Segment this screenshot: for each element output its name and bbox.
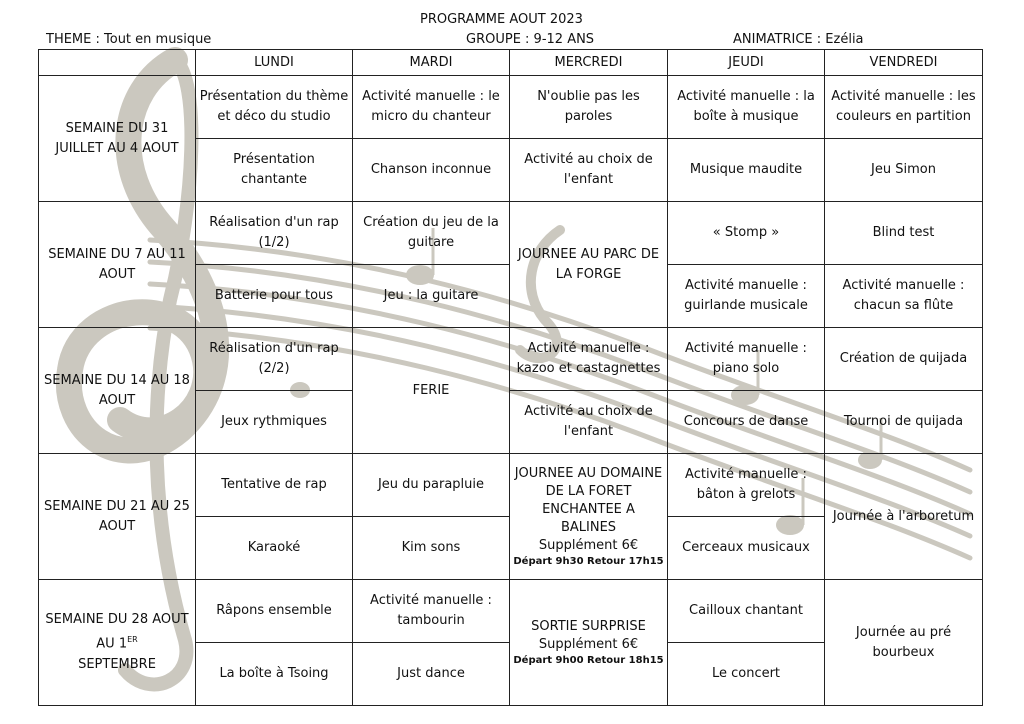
activity-cell: Cailloux chantant (668, 580, 825, 643)
activity-cell: Réalisation d'un rap (1/2) (196, 202, 353, 265)
activity-cell: Présentation du thème et déco du studio (196, 76, 353, 139)
activity-cell: Musique maudite (668, 139, 825, 202)
theme-label: THEME : Tout en musique (46, 32, 212, 47)
week-label-end: SEPTEMBRE (78, 656, 156, 672)
activity-cell: Activité manuelle : les couleurs en partition (825, 76, 983, 139)
corner-cell (39, 50, 196, 76)
activity-cell-holiday: FERIE (353, 328, 510, 454)
activity-cell: Création du jeu de la guitare (353, 202, 510, 265)
page-title: PROGRAMME AOUT 2023 (420, 12, 583, 27)
activity-cell-outing (510, 454, 668, 580)
program-table (38, 49, 983, 706)
activity-cell: Activité manuelle : bâton à grelots (668, 454, 825, 517)
outing-title: JOURNEE AU DOMAINE DE LA FORET ENCHANTEE A BALINES (514, 465, 663, 535)
activity-cell: Kim sons (353, 517, 510, 580)
activity-cell: Activité manuelle : tambourin (353, 580, 510, 643)
activity-cell: Râpons ensemble (196, 580, 353, 643)
activity-cell: Présentation chantante (196, 139, 353, 202)
outing-times: Départ 9h00 Retour 18h15 (513, 654, 664, 666)
activity-cell: Just dance (353, 643, 510, 706)
activity-cell: Activité manuelle : la boîte à musique (668, 76, 825, 139)
activity-cell: La boîte à Tsoing (196, 643, 353, 706)
activity-cell: Karaoké (196, 517, 353, 580)
activity-cell: Activité au choix de l'enfant (510, 139, 668, 202)
table-row (39, 76, 983, 139)
activity-cell: Activité au choix de l'enfant (510, 391, 668, 454)
activity-cell: Activité manuelle : chacun sa flûte (825, 265, 983, 328)
outing-times: Départ 9h30 Retour 17h15 (513, 555, 664, 567)
activity-cell: Tournoi de quijada (825, 391, 983, 454)
outing-supplement: Supplément 6€ (538, 537, 639, 553)
day-header-mardi: MARDI (353, 50, 510, 76)
activity-cell: Création de quijada (825, 328, 983, 391)
week-label: SEMAINE DU 21 AU 25 AOUT (39, 454, 196, 580)
activity-cell: Le concert (668, 643, 825, 706)
week-label-sup: ER (127, 635, 138, 645)
outing-supplement: Supplément 6€ (538, 636, 639, 652)
header-row (39, 50, 983, 76)
activity-cell: Concours de danse (668, 391, 825, 454)
activity-cell-full-day: JOURNEE AU PARC DE LA FORGE (510, 202, 668, 328)
table-row (39, 202, 983, 265)
activity-cell-full-day: Journée à l'arboretum (825, 454, 983, 580)
activity-cell: Blind test (825, 202, 983, 265)
group-label: GROUPE : 9-12 ANS (466, 32, 595, 47)
activity-cell: Jeux rythmiques (196, 391, 353, 454)
outing-title: SORTIE SURPRISE (531, 618, 646, 634)
table-row (39, 454, 983, 517)
activity-cell: Jeu Simon (825, 139, 983, 202)
activity-cell: Activité manuelle : kazoo et castagnettes (510, 328, 668, 391)
activity-cell: Jeu du parapluie (353, 454, 510, 517)
activity-cell: Tentative de rap (196, 454, 353, 517)
day-header-jeudi: JEUDI (668, 50, 825, 76)
week-label: SEMAINE DU 7 AU 11 AOUT (39, 202, 196, 328)
activity-cell-outing (510, 580, 668, 706)
activity-cell: Activité manuelle : piano solo (668, 328, 825, 391)
activity-cell: Batterie pour tous (196, 265, 353, 328)
activity-cell: Réalisation d'un rap (2/2) (196, 328, 353, 391)
day-header-mercredi: MERCREDI (510, 50, 668, 76)
table-row (39, 328, 983, 391)
table-row (39, 580, 983, 643)
day-header-vendredi: VENDREDI (825, 50, 983, 76)
activity-cell: Activité manuelle : le micro du chanteur (353, 76, 510, 139)
activity-cell: Chanson inconnue (353, 139, 510, 202)
day-header-lundi: LUNDI (196, 50, 353, 76)
activity-cell: N'oublie pas les paroles (510, 76, 668, 139)
activity-cell: Jeu : la guitare (353, 265, 510, 328)
leader-label: ANIMATRICE : Ezélia (733, 32, 864, 47)
week-label (39, 580, 196, 706)
activity-cell: Activité manuelle : guirlande musicale (668, 265, 825, 328)
week-label-start: SEMAINE DU 28 AOUT AU 1 (45, 612, 189, 652)
week-label: SEMAINE DU 14 AU 18 AOUT (39, 328, 196, 454)
activity-cell-full-day: Journée au pré bourbeux (825, 580, 983, 706)
activity-cell: « Stomp » (668, 202, 825, 265)
week-label: SEMAINE DU 31 JUILLET AU 4 AOUT (39, 76, 196, 202)
activity-cell: Cerceaux musicaux (668, 517, 825, 580)
